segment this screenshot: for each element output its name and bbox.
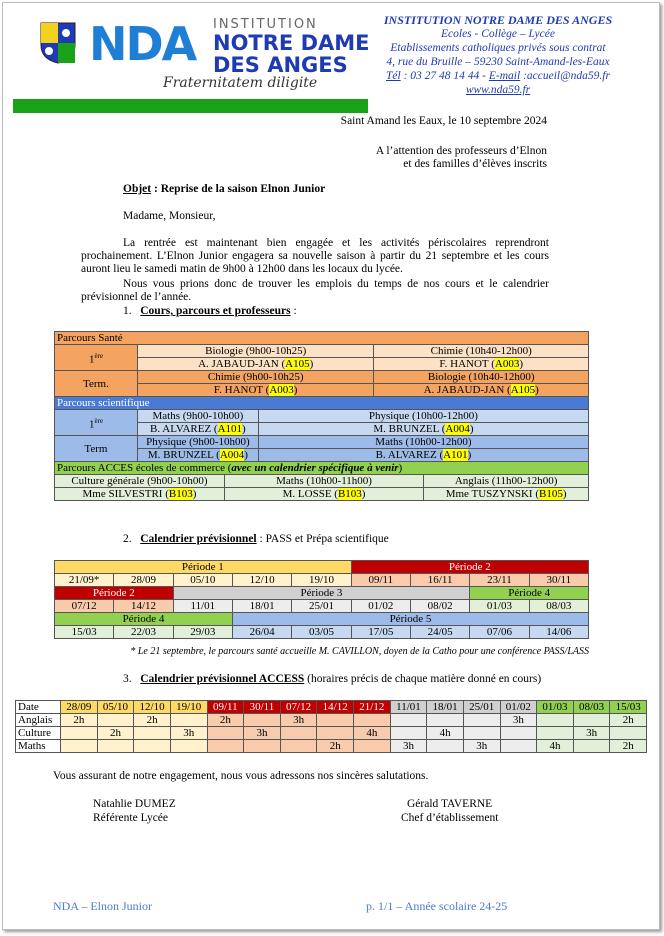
- hours-cell: [134, 740, 171, 753]
- period-2: Période 2: [55, 587, 174, 600]
- cell: Biologie (10h40-12h00): [374, 371, 589, 384]
- hours-cell: [463, 727, 500, 740]
- access-date: 12/10: [134, 701, 171, 714]
- cell: M. BRUNZEL (A004): [258, 423, 588, 436]
- cell: Maths (10h00-11h00): [224, 475, 423, 488]
- cell: Biologie (9h00-10h25): [137, 345, 374, 358]
- period-3: Période 3: [173, 587, 470, 600]
- attention-2: et des familles d’élèves inscrits: [403, 158, 547, 170]
- hours-cell: [610, 727, 647, 740]
- footer-right: p. 1/1 – Année scolaire 24-25: [366, 899, 508, 913]
- calendar-date: 12/10: [232, 574, 291, 587]
- signatory-1-name: Natahlie DUMEZ: [93, 798, 176, 810]
- calendar-date: 26/04: [232, 626, 291, 639]
- footer-left: NDA – Elnon Junior: [53, 899, 152, 913]
- hours-cell: [61, 740, 98, 753]
- hours-cell: 4h: [537, 740, 574, 753]
- header-contact-line: [348, 69, 648, 83]
- place-date: Saint Amand les Eaux, le 10 septembre 2024: [340, 115, 547, 127]
- hours-cell: [61, 727, 98, 740]
- courses-table: [54, 331, 589, 501]
- calendar-date: 09/11: [351, 574, 410, 587]
- pass-calendar-table: [54, 560, 589, 639]
- hours-cell: [317, 714, 354, 727]
- crest-icon: [39, 21, 77, 65]
- calendar-date: 01/03: [470, 600, 529, 613]
- sci-premiere: 1ère: [55, 410, 138, 436]
- section-3-heading: [123, 673, 541, 686]
- calendar-date: 14/12: [114, 600, 173, 613]
- hours-cell: [390, 727, 427, 740]
- parcours-sante: Parcours Santé: [55, 332, 589, 345]
- cell: A. JABAUD-JAN (A105): [374, 384, 589, 397]
- access-date: 11/01: [390, 701, 427, 714]
- header-contact: [348, 13, 648, 97]
- period-2: Période 2: [351, 561, 588, 574]
- cell: B. ALVAREZ (A101): [258, 449, 588, 462]
- access-date: 21/12: [354, 701, 391, 714]
- hours-cell: 3h: [244, 727, 281, 740]
- hours-cell: 4h: [427, 727, 464, 740]
- calendar-date: 16/11: [410, 574, 469, 587]
- hours-cell: [427, 714, 464, 727]
- s1-num: 1.: [123, 305, 132, 317]
- calendar-date: 28/09: [114, 574, 173, 587]
- cell: Physique (10h00-12h00): [258, 410, 588, 423]
- inst-big1: NOTRE DAME: [213, 31, 370, 55]
- access-date: 25/01: [463, 701, 500, 714]
- access-calendar-table: [15, 700, 647, 753]
- cell: Physique (9h00-10h00): [137, 436, 258, 449]
- s2-tail: : PASS et Prépa scientifique: [256, 533, 389, 545]
- calendar-date: 07/06: [470, 626, 529, 639]
- calendar-date: 21/09*: [55, 574, 114, 587]
- cell: Chimie (9h00-10h25): [137, 371, 374, 384]
- objet-label: Objet: [123, 183, 152, 195]
- s1-tail: :: [290, 305, 297, 317]
- access-date: 07/12: [280, 701, 317, 714]
- hours-cell: [280, 740, 317, 753]
- calendar-date: 01/02: [351, 600, 410, 613]
- access-date: 30/11: [244, 701, 281, 714]
- s3-title: Calendrier prévisionnel ACCESS: [140, 673, 305, 685]
- hours-cell: 3h: [573, 727, 610, 740]
- calendar-date: 25/01: [292, 600, 351, 613]
- period-1: Période 1: [55, 561, 352, 574]
- salutation: Madame, Monsieur,: [123, 210, 216, 222]
- parcours-acces: Parcours ACCES écoles de commerce (avec un calendrier spécifique à venir): [55, 462, 589, 475]
- hours-cell: [207, 727, 244, 740]
- cell: A. JABAUD-JAN (A105): [137, 358, 374, 371]
- calendar-date: 23/11: [470, 574, 529, 587]
- cell: F. HANOT (A003): [374, 358, 589, 371]
- tel-value: : 03 27 48 14 44 -: [400, 70, 489, 82]
- hours-cell: [244, 740, 281, 753]
- cell: Mme SILVESTRI (B103): [55, 488, 225, 501]
- signatory-2-role: Chef d’établissement: [401, 812, 499, 824]
- access-date: 14/12: [317, 701, 354, 714]
- cell: M. BRUNZEL (A004): [137, 449, 258, 462]
- inst-big2: DES ANGES: [213, 53, 348, 77]
- email-value[interactable]: :accueil@nda59.fr: [520, 70, 610, 82]
- calendar-date: 24/05: [410, 626, 469, 639]
- s3-tail: (horaires précis de chaque matière donné en cours): [304, 673, 542, 685]
- closing: Vous assurant de notre engagement, nous vous adressons nos sincères salutations.: [53, 770, 429, 782]
- s2-title: Calendrier prévisionnel: [140, 533, 257, 545]
- hours-cell: [170, 714, 207, 727]
- cell: Maths (9h00-10h00): [137, 410, 258, 423]
- signatory-2-name: Gérald TAVERNE: [407, 798, 493, 810]
- hours-cell: [244, 714, 281, 727]
- signatory-1-role: Référente Lycée: [93, 812, 169, 824]
- attention-1: A l’attention des professeurs d’Elnon: [375, 145, 547, 157]
- objet-line: [123, 183, 325, 196]
- section-2-heading: [123, 533, 389, 546]
- hours-cell: 2h: [61, 714, 98, 727]
- period-4: Période 4: [55, 613, 233, 626]
- hours-cell: [537, 727, 574, 740]
- subject-label: Culture: [16, 727, 61, 740]
- calendar-date: 30/11: [529, 574, 588, 587]
- access-date: 09/11: [207, 701, 244, 714]
- email-label[interactable]: E-mail: [488, 70, 521, 82]
- access-date: 15/03: [610, 701, 647, 714]
- hours-cell: 3h: [463, 740, 500, 753]
- document-page: [2, 2, 660, 930]
- cell: Culture générale (9h00-10h00): [55, 475, 225, 488]
- hours-cell: 2h: [317, 740, 354, 753]
- hours-cell: 3h: [280, 714, 317, 727]
- objet-text: : Reprise de la saison Elnon Junior: [151, 183, 326, 195]
- cell: M. LOSSE (B103): [224, 488, 423, 501]
- section-1-heading: [123, 305, 297, 318]
- hours-cell: 2h: [610, 714, 647, 727]
- access-date: 28/09: [61, 701, 98, 714]
- institution-name: [213, 17, 370, 76]
- access-date: 19/10: [170, 701, 207, 714]
- hours-cell: 3h: [170, 727, 207, 740]
- sante-premiere: 1ère: [55, 345, 138, 371]
- cell: Chimie (10h40-12h00): [374, 345, 589, 358]
- tel-label: Tél: [386, 70, 401, 82]
- hours-cell: [500, 727, 537, 740]
- green-bar: [13, 99, 368, 113]
- hours-cell: [463, 714, 500, 727]
- motto: Fraternitatem diligite: [163, 75, 318, 91]
- access-date: 01/02: [500, 701, 537, 714]
- s3-num: 3.: [123, 673, 132, 685]
- hours-cell: 2h: [97, 727, 134, 740]
- hours-cell: 3h: [390, 740, 427, 753]
- access-date: 18/01: [427, 701, 464, 714]
- hours-cell: [97, 740, 134, 753]
- date-label: Date: [16, 701, 61, 714]
- hours-cell: 4h: [354, 727, 391, 740]
- calendar-date: 15/03: [55, 626, 114, 639]
- hours-cell: [170, 740, 207, 753]
- paragraph-1: La rentrée est maintenant bien engagée et les activités périscolaires reprendront prochainement. L’Elnon Junior engagera sa nouvelle saison à partir du 21 septembre et les cours auront lieu le samedi matin de 9h00 à 12h00 dans les locaux du lycée.: [81, 237, 549, 275]
- header-title: INSTITUTION NOTRE DAME DES ANGES: [383, 13, 613, 27]
- hours-cell: [97, 714, 134, 727]
- sci-term: Term: [55, 436, 138, 462]
- cell: Maths (10h00-12h00): [258, 436, 588, 449]
- calendar-date: 14/06: [529, 626, 588, 639]
- hours-cell: [134, 727, 171, 740]
- cell: B. ALVAREZ (A101): [137, 423, 258, 436]
- header-line2: Ecoles - Collège – Lycée: [441, 28, 555, 40]
- period-4: Période 4: [470, 587, 589, 600]
- logo-letters: NDA: [89, 17, 196, 71]
- calendar-date: 07/12: [55, 600, 114, 613]
- access-date: 05/10: [97, 701, 134, 714]
- calendar-note: * Le 21 septembre, le parcours santé accueille M. CAVILLON, doyen de la Catho pour une conférence PASS/LASS: [130, 646, 589, 657]
- subject-label: Maths: [16, 740, 61, 753]
- parcours-scientifique: Parcours scientifique: [55, 397, 589, 410]
- calendar-date: 18/01: [232, 600, 291, 613]
- nda-logo: [89, 19, 209, 69]
- hours-cell: 2h: [207, 714, 244, 727]
- calendar-date: 03/05: [292, 626, 351, 639]
- calendar-date: 19/10: [292, 574, 351, 587]
- sante-term: Term.: [55, 371, 138, 397]
- calendar-date: 05/10: [173, 574, 232, 587]
- hours-cell: 2h: [610, 740, 647, 753]
- calendar-date: 29/03: [173, 626, 232, 639]
- hours-cell: [390, 714, 427, 727]
- s2-num: 2.: [123, 533, 132, 545]
- calendar-date: 11/01: [173, 600, 232, 613]
- header-address: 4, rue du Bruille – 59230 Saint-Amand-les-Eaux: [386, 56, 610, 68]
- period-5: Période 5: [232, 613, 588, 626]
- hours-cell: 2h: [134, 714, 171, 727]
- access-date: 08/03: [573, 701, 610, 714]
- hours-cell: [207, 740, 244, 753]
- hours-cell: 3h: [500, 714, 537, 727]
- calendar-date: 08/02: [410, 600, 469, 613]
- hours-cell: [573, 740, 610, 753]
- calendar-date: 17/05: [351, 626, 410, 639]
- access-date: 01/03: [537, 701, 574, 714]
- calendar-date: 08/03: [529, 600, 588, 613]
- subject-label: Anglais: [16, 714, 61, 727]
- hours-cell: [500, 740, 537, 753]
- hours-cell: [427, 740, 464, 753]
- cell: F. HANOT (A003): [137, 384, 374, 397]
- hours-cell: [280, 727, 317, 740]
- cell: Anglais (11h00-12h00): [424, 475, 589, 488]
- hours-cell: [317, 727, 354, 740]
- inst-small: INSTITUTION: [213, 17, 318, 32]
- calendar-date: 22/03: [114, 626, 173, 639]
- header-line3: Etablissements catholiques privés sous contrat: [390, 42, 606, 54]
- hours-cell: [354, 714, 391, 727]
- hours-cell: [537, 714, 574, 727]
- paragraph-2: Nous vous prions donc de trouver les emplois du temps de nos cours et le calendrier prévisionnel de l’année.: [81, 278, 549, 303]
- cell: Mme TUSZYNSKI (B105): [424, 488, 589, 501]
- s1-title: Cours, parcours et professeurs: [140, 305, 291, 317]
- website-link[interactable]: www.nda59.fr: [465, 84, 531, 96]
- hours-cell: [573, 714, 610, 727]
- hours-cell: [354, 740, 391, 753]
